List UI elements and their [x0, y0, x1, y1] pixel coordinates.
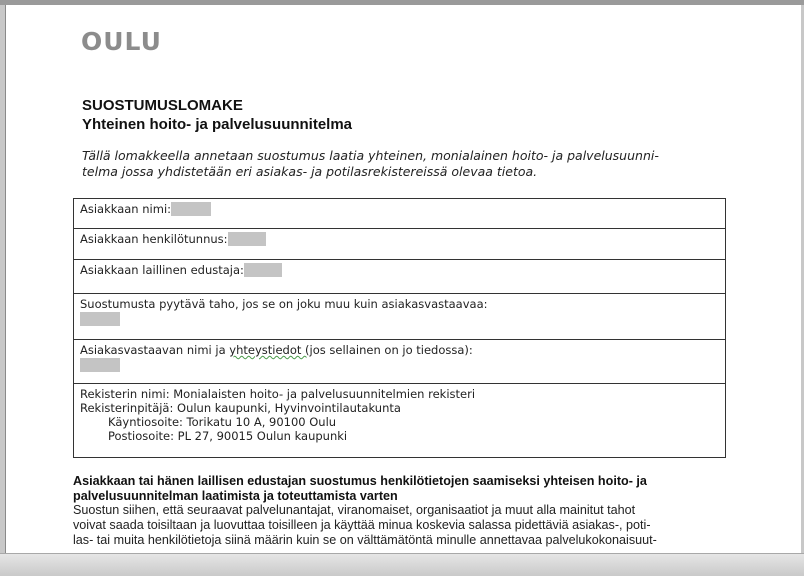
client-ssn-cell[interactable] — [74, 229, 726, 260]
client-ssn-label: Asiakkaan henkilötunnus: — [80, 232, 228, 246]
registry-cell — [74, 384, 726, 458]
form-row-client-name — [74, 199, 726, 229]
registry-keeper: Rekisterinpitäjä: Oulun kaupunki, Hyvinvointilautakunta — [80, 401, 401, 415]
client-name-label: Asiakkaan nimi: — [80, 202, 172, 216]
form-row-requester — [74, 294, 726, 340]
spellcheck-marked-text: yhteystiedot ( — [229, 343, 310, 357]
consent-heading-line: Asiakkaan tai hänen laillisen edustajan suostumus henkilötietojen saamiseksi yhteisen hoito- ja — [73, 474, 647, 488]
form-row-client-ssn — [74, 229, 726, 260]
consent-heading — [73, 474, 738, 504]
consent-body-line: las- tai muita henkilötietoja siinä määrin kuin se on välttämätöntä minulle annettavaa palvelukokonaisuut- — [73, 533, 657, 547]
intro-line: telma jossa yhdistetään eri asiakas- ja potilasrekistereissä olevaa tietoa. — [82, 164, 538, 179]
requester-cell[interactable] — [74, 294, 726, 340]
redacted-value — [80, 312, 120, 326]
document-subtitle: Yhteinen hoito- ja palvelusuunnitelma — [82, 116, 353, 133]
client-name-cell[interactable] — [74, 199, 726, 229]
redacted-value — [228, 232, 266, 246]
intro-line: Tällä lomakkeella annetaan suostumus laatia yhteinen, monialainen hoito- ja palvelusuunni- — [82, 148, 659, 163]
consent-body-line: voivat saada toisiltaan ja luovuttaa toisilleen ja käyttää minua koskevia salassa pidettäviä asiakas-, poti- — [73, 518, 651, 532]
form-row-registry — [74, 384, 726, 458]
contact-label: Asiakasvastaavan nimi ja yhteystiedot (jos sellainen on jo tiedossa): — [80, 343, 473, 357]
intro-paragraph — [82, 148, 722, 180]
redacted-value — [171, 202, 211, 216]
registry-name: Rekisterin nimi: Monialaisten hoito- ja palvelusuunnitelmien rekisteri — [80, 387, 476, 401]
legal-rep-label: Asiakkaan laillinen edustaja: — [80, 263, 244, 277]
consent-heading-line: palvelusuunnitelman laatimista ja toteuttamista varten — [73, 489, 398, 503]
consent-body-line: Suostun siihen, että seuraavat palvelunantajat, viranomaiset, organisaatiot ja muut alla mainitut tahot — [73, 503, 636, 517]
document-page — [5, 5, 801, 553]
form-row-legal-rep — [74, 260, 726, 294]
consent-form-table — [73, 198, 726, 458]
contact-cell[interactable] — [74, 340, 726, 384]
oulu-logo: OULU — [81, 27, 162, 56]
window-bottom-bar — [0, 553, 804, 576]
redacted-value — [244, 263, 282, 277]
requester-label: Suostumusta pyytävä taho, jos se on joku muu kuin asiakasvastaavaa: — [80, 297, 488, 311]
consent-body — [73, 503, 738, 548]
legal-rep-cell[interactable] — [74, 260, 726, 294]
form-row-contact — [74, 340, 726, 384]
document-title: SUOSTUMUSLOMAKE — [82, 97, 243, 114]
redacted-value — [80, 358, 120, 372]
registry-visit-address: Käyntiosoite: Torikatu 10 A, 90100 Oulu — [108, 415, 337, 429]
registry-postal-address: Postiosoite: PL 27, 90015 Oulun kaupunki — [108, 429, 348, 443]
